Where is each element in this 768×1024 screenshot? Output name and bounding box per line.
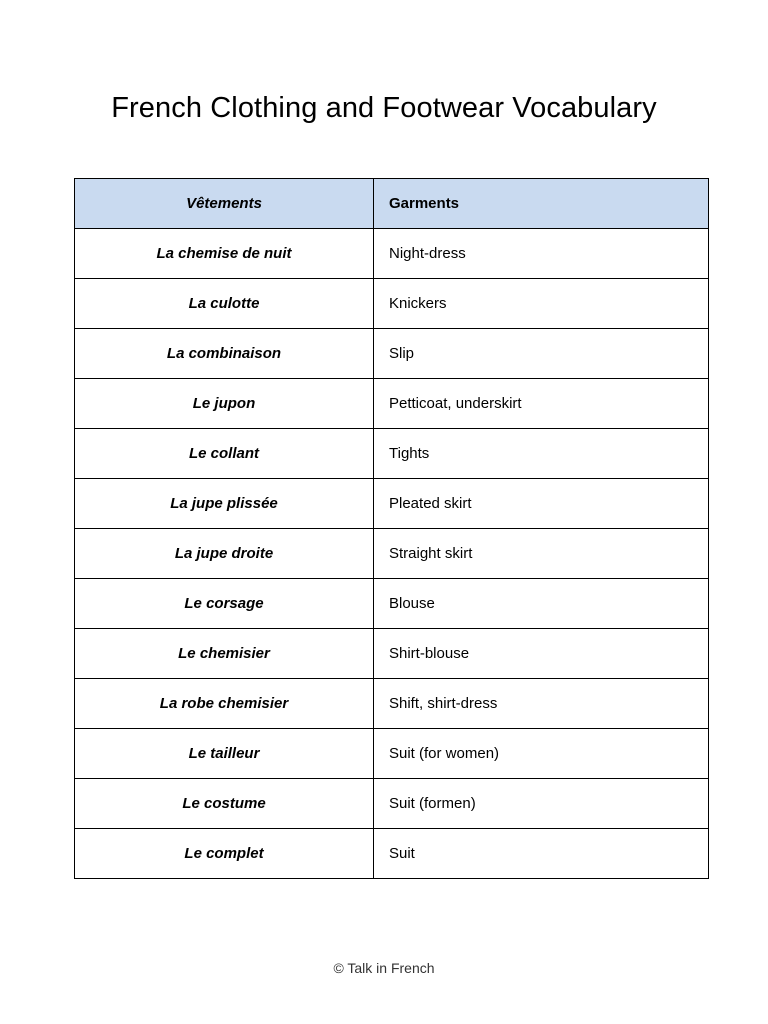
table-row [75,579,709,629]
french-term: La robe chemisier [75,679,374,729]
french-term: La chemise de nuit [75,229,374,279]
header-french: Vêtements [75,179,374,229]
page-title: French Clothing and Footwear Vocabulary [111,92,657,124]
table-row [75,629,709,679]
french-term: La combinaison [75,329,374,379]
table-header-row [75,179,709,229]
english-translation: Shift, shirt-dress [374,679,709,729]
french-term: La jupe plissée [75,479,374,529]
french-term: Le complet [75,829,374,879]
english-translation: Petticoat, underskirt [374,379,709,429]
table-row [75,479,709,529]
english-translation: Knickers [374,279,709,329]
english-translation: Suit (formen) [374,779,709,829]
table-row [75,829,709,879]
table-row [75,529,709,579]
english-translation: Slip [374,329,709,379]
copyright-footer: © Talk in French [333,960,435,976]
table-row [75,229,709,279]
english-translation: Suit [374,829,709,879]
english-translation: Blouse [374,579,709,629]
french-term: Le chemisier [75,629,374,679]
english-translation: Straight skirt [374,529,709,579]
table-row [75,729,709,779]
header-english: Garments [374,179,709,229]
french-term: Le corsage [75,579,374,629]
table-row [75,279,709,329]
french-term: Le tailleur [75,729,374,779]
french-term: Le costume [75,779,374,829]
french-term: La jupe droite [75,529,374,579]
english-translation: Tights [374,429,709,479]
table-row [75,429,709,479]
french-term: Le jupon [75,379,374,429]
table-row [75,679,709,729]
english-translation: Shirt-blouse [374,629,709,679]
french-term: La culotte [75,279,374,329]
table-row [75,379,709,429]
english-translation: Suit (for women) [374,729,709,779]
vocabulary-table [74,178,709,879]
french-term: Le collant [75,429,374,479]
table-row [75,329,709,379]
table-row [75,779,709,829]
english-translation: Night-dress [374,229,709,279]
english-translation: Pleated skirt [374,479,709,529]
